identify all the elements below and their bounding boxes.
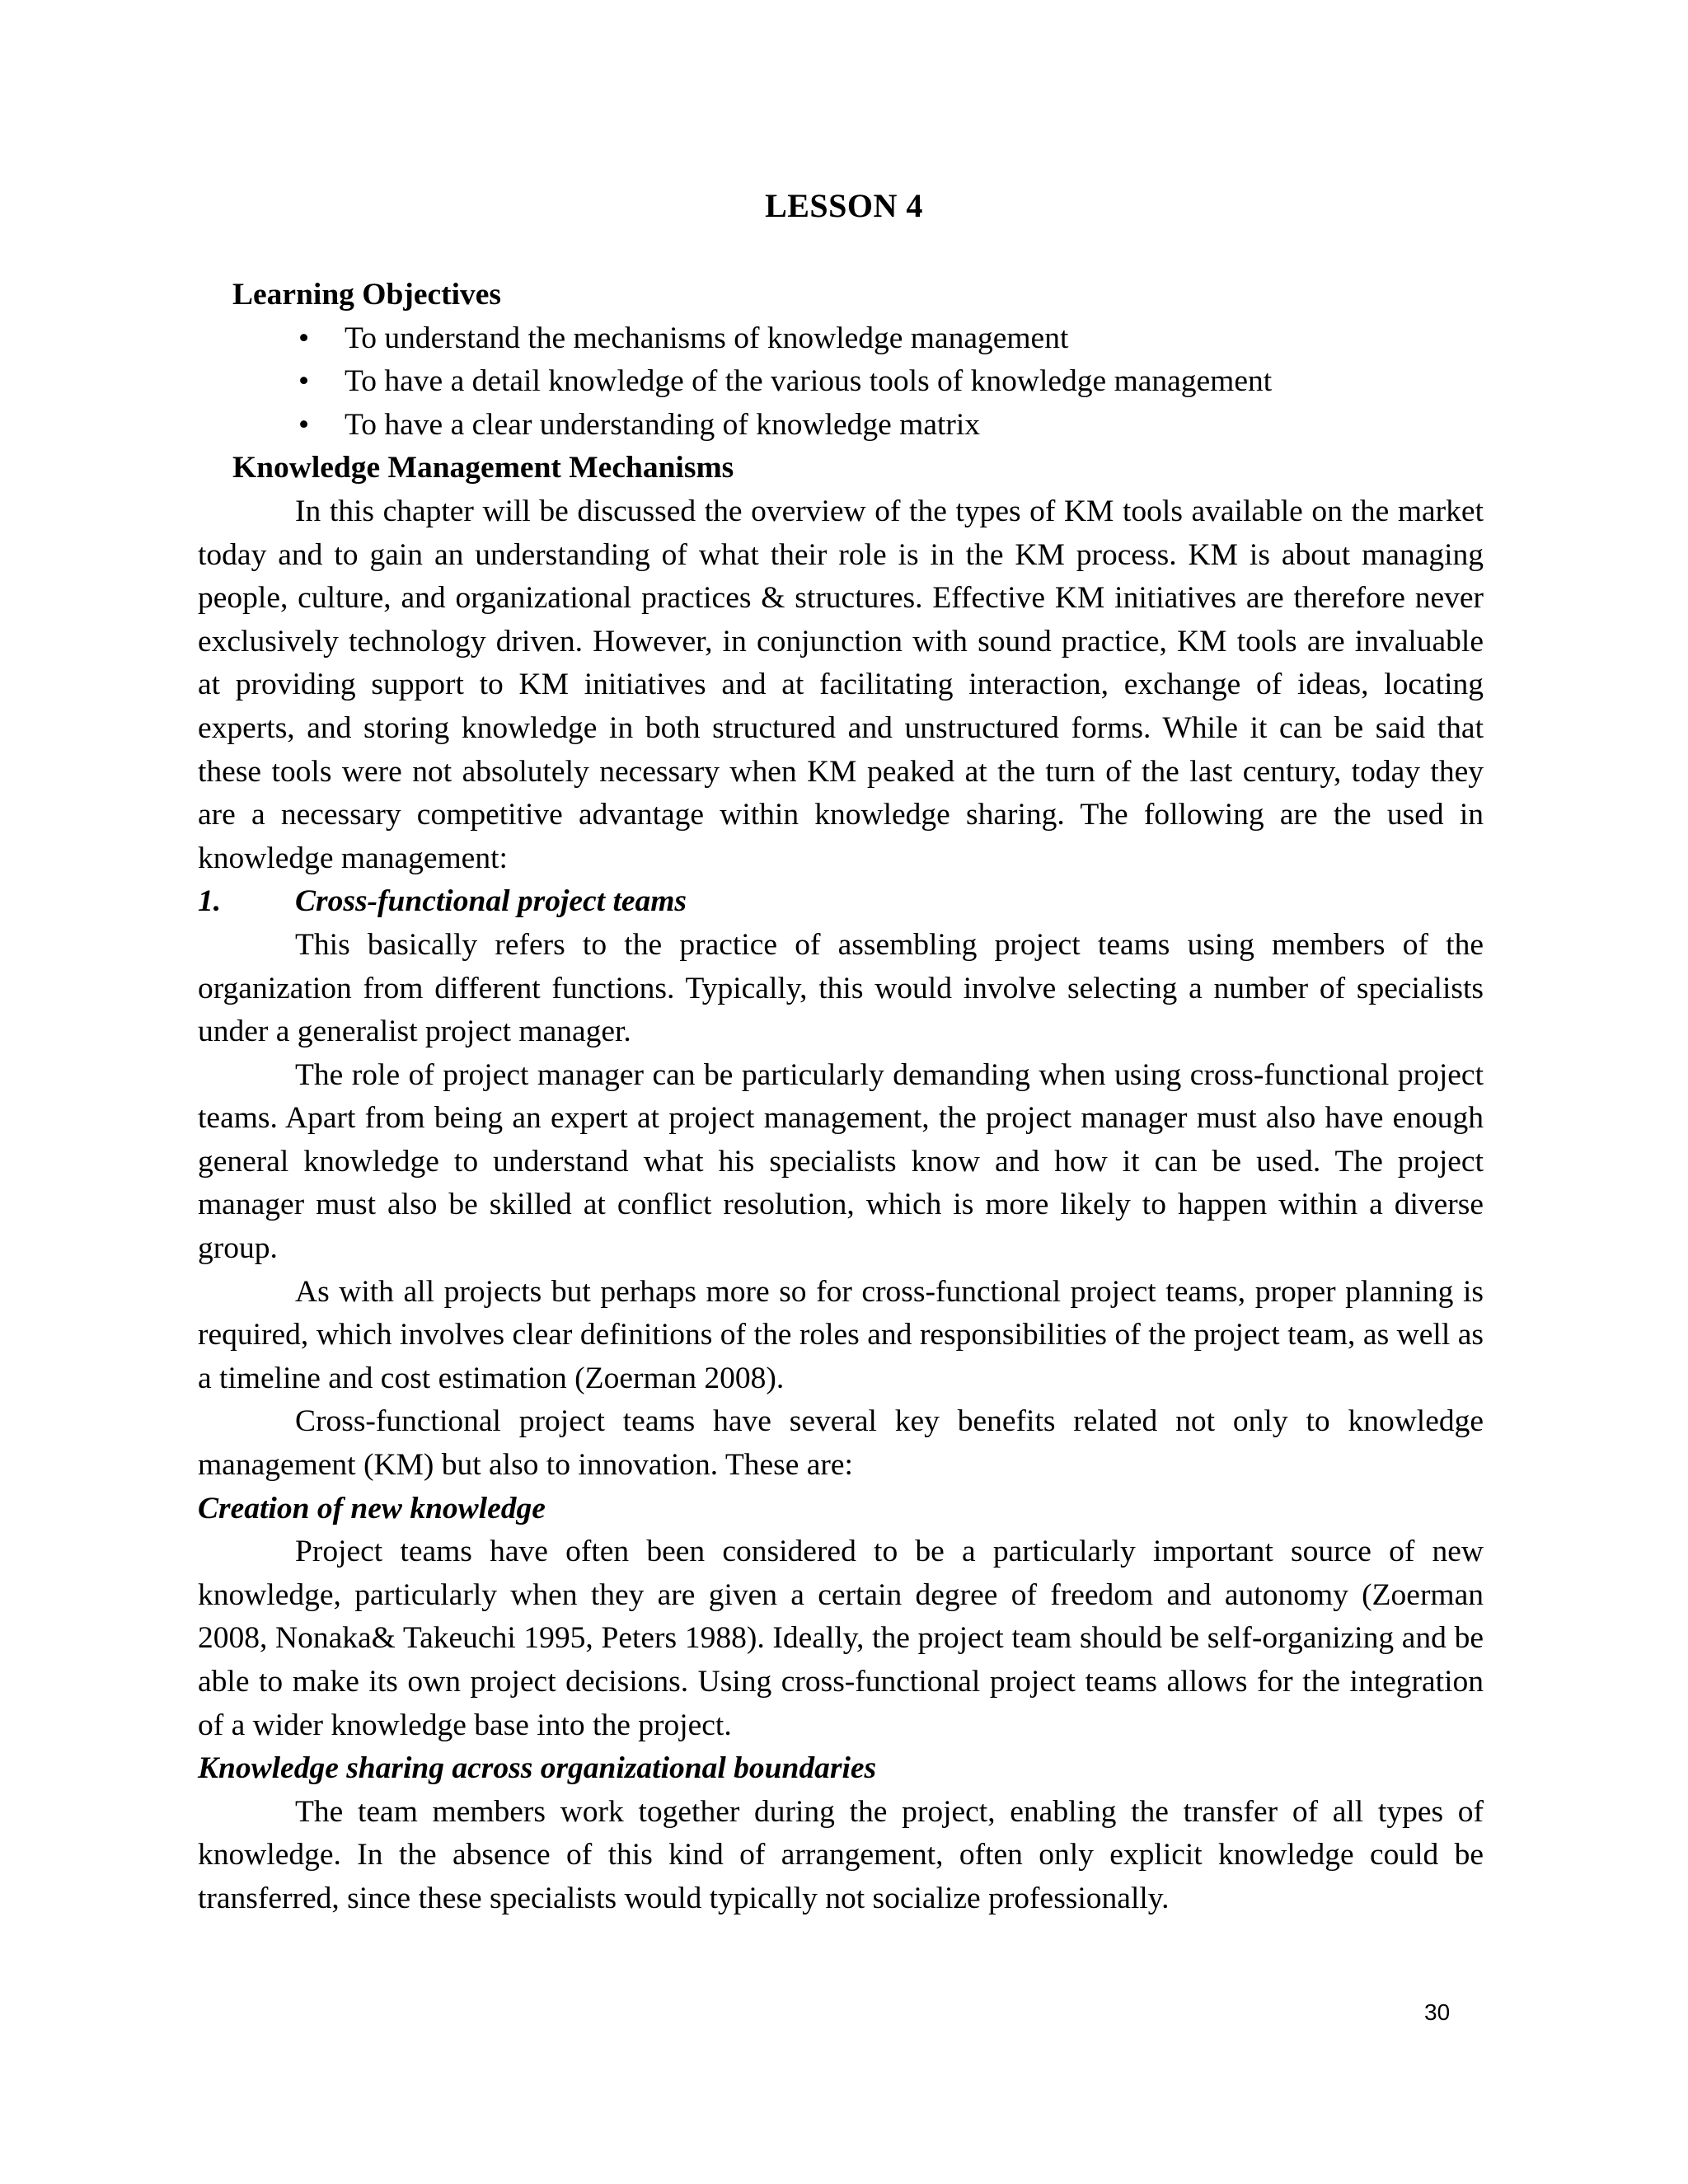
km-mechanisms-heading: Knowledge Management Mechanisms xyxy=(232,451,734,485)
section-paragraph: Cross-functional project teams have several key benefits related not only to knowledge management (KM) but also to innovation. These are: xyxy=(198,1404,1484,1483)
knowledge-sharing-text: The team members work together during the project, enabling the transfer of all types of knowledge. In the absence of this kind of arrangement, often only explicit knowledge could be transferred, since these specialists would typically not socialize professionally. xyxy=(198,1794,1484,1915)
bullet-icon: • xyxy=(298,407,310,442)
objective-text: To have a detail knowledge of the various tools of knowledge management xyxy=(345,364,1273,399)
km-mechanisms-intro: In this chapter will be discussed the overview of the types of KM tools available on the market today and to gain an understanding of what their role is in the KM process. KM is about managing people, culture, and organizational practices & structures. Effective KM initiatives are therefore never exclusively technology driven. However, in conjunction with sound practice, KM tools are invaluable at providing support to KM initiatives and at facilitating interaction, exchange of ideas, locating experts, and storing knowledge in both structured and unstructured forms. While it can be said that these tools were not absolutely necessary when KM peaked at the turn of the last century, today they are a necessary competitive advantage within knowledge sharing. The following are the used in knowledge management: xyxy=(198,494,1484,875)
objective-item xyxy=(297,404,1484,448)
page-number: 30 xyxy=(1424,1999,1451,2025)
section-heading xyxy=(198,880,1484,924)
lesson-title: LESSON 4 xyxy=(765,187,923,224)
objective-item xyxy=(297,360,1484,404)
creation-of-new-knowledge-text: Project teams have often been considered to be a particularly important source of new knowledge, particularly when they are given a certain degree of freedom and autonomy (Zoerman 2008, Nonaka& Takeuchi 1995, Peters 1988). Ideally, the project team should be self-organizing and be able to make its own project decisions. Using cross-functional project teams allows for the integration of a wider knowledge base into the project. xyxy=(198,1535,1484,1742)
knowledge-sharing-heading: Knowledge sharing across organizational boundaries xyxy=(198,1751,877,1786)
page-content xyxy=(198,274,1484,1921)
section-paragraph: As with all projects but perhaps more so for cross-functional project teams, proper planning is required, which involves clear definitions of the roles and responsibilities of the project team, as well as a timeline and cost estimation (Zoerman 2008). xyxy=(198,1274,1484,1395)
bullet-icon: • xyxy=(298,321,310,355)
objective-text: To have a clear understanding of knowledge matrix xyxy=(345,407,981,442)
section-paragraph: The role of project manager can be particularly demanding when using cross-functional project teams. Apart from being an expert at project management, the project manager must also have enough general knowledge to understand what his specialists know and how it can be used. The project manager must also be skilled at conflict resolution, which is more likely to happen within a diverse group. xyxy=(198,1057,1484,1266)
objective-text: To understand the mechanisms of knowledge management xyxy=(345,321,1069,355)
learning-objectives-heading: Learning Objectives xyxy=(232,278,502,312)
objective-item xyxy=(297,317,1484,361)
section-paragraph: This basically refers to the practice of assembling project teams using members of the organization from different functions. Typically, this would involve selecting a number of specialists under a generalist project manager. xyxy=(198,927,1484,1049)
bullet-icon: • xyxy=(298,364,310,399)
section-number: 1. xyxy=(198,884,222,919)
learning-objectives-list xyxy=(198,317,1484,448)
section-title: Cross-functional project teams xyxy=(295,884,687,919)
creation-of-new-knowledge-heading: Creation of new knowledge xyxy=(198,1491,546,1526)
